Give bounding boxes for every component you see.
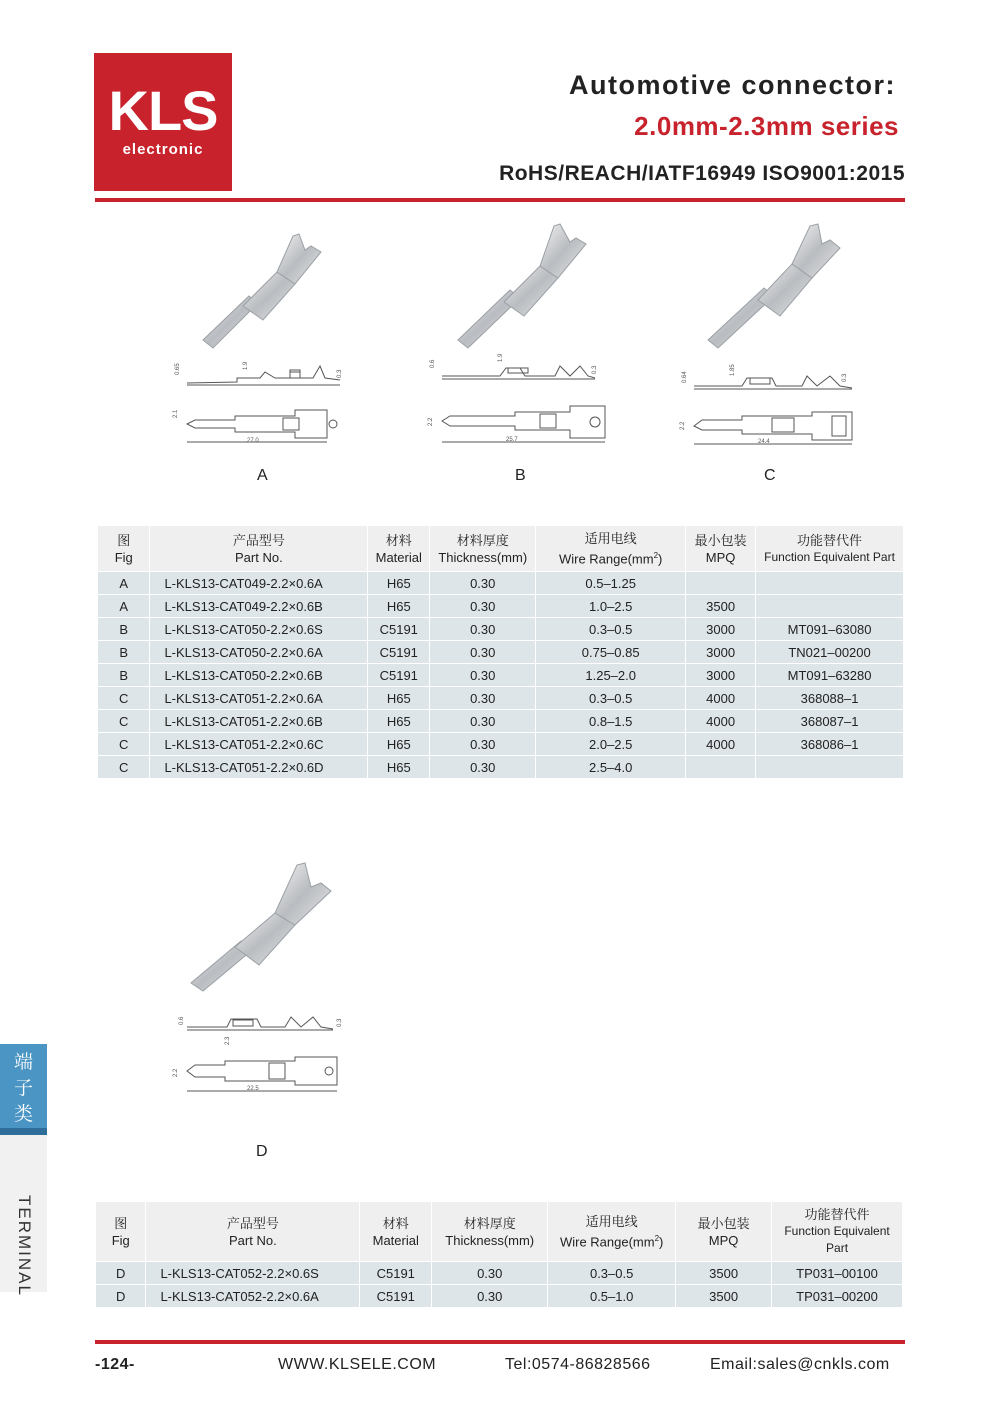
header-material: 材料 Material — [368, 526, 430, 572]
spec-table-2 — [96, 1202, 903, 1307]
cell-part: L-KLS13-CAT050-2.2×0.6B — [150, 664, 368, 687]
cell-wire: 1.25–2.0 — [536, 664, 686, 687]
cell-part: L-KLS13-CAT051-2.2×0.6B — [150, 710, 368, 733]
header-thickness: 材料厚度 Thickness(mm) — [432, 1202, 548, 1262]
logo-subtext: electronic — [122, 141, 204, 158]
cell-material: H65 — [368, 733, 430, 756]
cell-mpq — [686, 572, 756, 595]
dim-length-a: 27.0 — [247, 438, 259, 444]
figure-label-b: B — [515, 467, 526, 484]
table-row — [98, 595, 904, 618]
header-part: 产品型号 Part No. — [150, 526, 368, 572]
dim-thick-a: 0.65 — [175, 363, 181, 375]
table-row — [98, 618, 904, 641]
dim-width-b: 2.2 — [428, 417, 434, 426]
cell-part: L-KLS13-CAT051-2.2×0.6A — [150, 687, 368, 710]
dim-length-d: 22.5 — [247, 1086, 259, 1092]
side-tab-cn-label: 端 子 类 — [13, 1052, 33, 1125]
cell-thickness: 0.30 — [430, 641, 536, 664]
table-row — [96, 1285, 903, 1308]
terminal-photo-a — [203, 234, 321, 348]
figure-label-c: C — [764, 467, 776, 484]
cell-part: L-KLS13-CAT050-2.2×0.6A — [150, 641, 368, 664]
dim-height-b: 1.9 — [498, 353, 504, 362]
header-equivalent: 功能替代件 Function Equivalent Part — [772, 1202, 903, 1262]
cell-mpq: 3500 — [686, 595, 756, 618]
dim-thick-c: 0.64 — [682, 371, 688, 383]
certifications: RoHS/REACH/IATF16949 ISO9001:2015 — [499, 162, 905, 185]
dim-thick-b: 0.6 — [430, 359, 436, 368]
side-tab-terminal[interactable] — [0, 1135, 47, 1297]
header-divider — [95, 198, 905, 202]
top-view-a — [187, 410, 337, 442]
cell-mpq: 3000 — [686, 664, 756, 687]
table-row — [98, 687, 904, 710]
cell-equiv: MT091–63080 — [756, 618, 904, 641]
cell-fig: B — [98, 641, 150, 664]
figure-d — [165, 855, 365, 1105]
figure-b — [420, 218, 620, 463]
header-mpq: 最小包装 MPQ — [686, 526, 756, 572]
cell-mpq: 3000 — [686, 641, 756, 664]
cell-part: L-KLS13-CAT049-2.2×0.6A — [150, 572, 368, 595]
spec-table-1 — [98, 526, 904, 778]
table-row — [96, 1262, 903, 1285]
table-header-row — [98, 526, 904, 572]
cell-thickness: 0.30 — [430, 710, 536, 733]
dim-side-b: 0.3 — [592, 365, 598, 374]
cell-wire: 2.5–4.0 — [536, 756, 686, 779]
figure-label-d: D — [256, 1143, 268, 1160]
side-tab-en-label: TERMINAL — [15, 1195, 34, 1297]
cell-part: L-KLS13-CAT052-2.2×0.6S — [146, 1262, 360, 1285]
logo-text: KLS — [108, 79, 218, 142]
figure-a — [165, 220, 365, 460]
cell-equiv — [756, 756, 904, 779]
table-row — [98, 733, 904, 756]
cell-wire: 1.0–2.5 — [536, 595, 686, 618]
cell-mpq: 3500 — [676, 1285, 772, 1308]
cell-mpq — [686, 756, 756, 779]
table-row — [98, 572, 904, 595]
cell-wire: 0.8–1.5 — [536, 710, 686, 733]
terminal-photo-c — [708, 224, 840, 348]
cell-material: H65 — [368, 687, 430, 710]
cell-material: H65 — [368, 572, 430, 595]
side-view-c — [694, 376, 852, 389]
cell-equiv: TP031–00100 — [772, 1262, 903, 1285]
top-view-d — [187, 1057, 337, 1091]
cell-thickness: 0.30 — [430, 664, 536, 687]
cell-part: L-KLS13-CAT051-2.2×0.6C — [150, 733, 368, 756]
cell-thickness: 0.30 — [430, 733, 536, 756]
side-view-b — [442, 366, 595, 379]
table-row — [98, 641, 904, 664]
footer-email[interactable]: Email:sales@cnkls.com — [710, 1356, 890, 1373]
cell-mpq: 3500 — [676, 1262, 772, 1285]
cell-thickness: 0.30 — [430, 595, 536, 618]
cell-mpq: 4000 — [686, 710, 756, 733]
cell-fig: C — [98, 687, 150, 710]
table-row — [98, 756, 904, 779]
side-tab-category[interactable] — [0, 1044, 47, 1132]
top-view-b — [442, 406, 605, 442]
footer-website[interactable]: WWW.KLSELE.COM — [278, 1356, 437, 1373]
cell-thickness: 0.30 — [432, 1262, 548, 1285]
cell-fig: C — [98, 710, 150, 733]
dim-height-d: 2.3 — [225, 1036, 231, 1045]
cell-wire: 0.3–0.5 — [536, 618, 686, 641]
dim-width-a: 2.1 — [173, 409, 179, 418]
cell-mpq: 3000 — [686, 618, 756, 641]
terminal-d-drawing — [165, 855, 365, 1105]
cell-fig: B — [98, 618, 150, 641]
dim-width-c: 2.2 — [680, 421, 686, 430]
figure-c — [672, 218, 872, 463]
dim-length-c: 24.4 — [758, 439, 770, 445]
cell-material: C5191 — [368, 641, 430, 664]
cell-thickness: 0.30 — [430, 687, 536, 710]
footer-divider — [95, 1340, 905, 1344]
header-thickness: 材料厚度 Thickness(mm) — [430, 526, 536, 572]
cell-fig: C — [98, 733, 150, 756]
cell-fig: D — [96, 1262, 146, 1285]
side-view-d — [187, 1017, 333, 1030]
header-fig: 图 Fig — [96, 1202, 146, 1262]
cell-material: C5191 — [368, 618, 430, 641]
cell-equiv — [756, 595, 904, 618]
cell-material: H65 — [368, 710, 430, 733]
cell-material: H65 — [368, 595, 430, 618]
cell-material: C5191 — [360, 1262, 432, 1285]
terminal-c-drawing — [672, 218, 872, 463]
terminal-a-drawing — [165, 220, 365, 460]
cell-equiv: 368088–1 — [756, 687, 904, 710]
side-view-a — [187, 366, 340, 385]
page-subtitle: 2.0mm-2.3mm series — [634, 111, 899, 141]
dim-height-a: 1.9 — [243, 361, 249, 370]
cell-equiv: TN021–00200 — [756, 641, 904, 664]
cell-fig: B — [98, 664, 150, 687]
table-row — [98, 710, 904, 733]
cell-fig: A — [98, 595, 150, 618]
cell-thickness: 0.30 — [430, 618, 536, 641]
table-header-row — [96, 1202, 903, 1262]
cell-material: C5191 — [360, 1285, 432, 1308]
dim-height-c: 1.85 — [730, 364, 736, 376]
table-row — [98, 664, 904, 687]
dim-thick-d: 0.6 — [179, 1016, 185, 1025]
cell-mpq: 4000 — [686, 687, 756, 710]
cell-part: L-KLS13-CAT050-2.2×0.6S — [150, 618, 368, 641]
figure-label-a: A — [257, 467, 268, 484]
cell-mpq: 4000 — [686, 733, 756, 756]
dim-side-a: 0.3 — [337, 369, 343, 378]
cell-wire: 0.3–0.5 — [536, 687, 686, 710]
dim-length-b: 25.7 — [506, 437, 518, 443]
cell-part: L-KLS13-CAT049-2.2×0.6B — [150, 595, 368, 618]
cell-thickness: 0.30 — [430, 572, 536, 595]
dim-side-d: 0.3 — [337, 1018, 343, 1027]
page-title: Automotive connector: — [568, 70, 896, 100]
header-wire-range: 适用电线 Wire $Range(mm^2)$ — [536, 526, 686, 572]
dim-width-d: 2.2 — [173, 1068, 179, 1077]
cell-equiv — [756, 572, 904, 595]
cell-part: L-KLS13-CAT052-2.2×0.6A — [146, 1285, 360, 1308]
cell-equiv: 368087–1 — [756, 710, 904, 733]
cell-wire: 0.5–1.25 — [536, 572, 686, 595]
cell-wire: 0.3–0.5 — [548, 1262, 676, 1285]
cell-part: L-KLS13-CAT051-2.2×0.6D — [150, 756, 368, 779]
header-wire-range: 适用电线 Wire $Range(mm^2)$ — [548, 1202, 676, 1262]
header-part: 产品型号 Part No. — [146, 1202, 360, 1262]
terminal-photo-b — [458, 224, 586, 348]
dim-side-c: 0.3 — [842, 373, 848, 382]
header-material: 材料 Material — [360, 1202, 432, 1262]
cell-wire: 0.75–0.85 — [536, 641, 686, 664]
terminal-photo-d — [191, 863, 331, 991]
side-tab-divider — [0, 1128, 47, 1135]
cell-equiv: TP031–00200 — [772, 1285, 903, 1308]
cell-equiv: MT091–63280 — [756, 664, 904, 687]
cell-equiv: 368086–1 — [756, 733, 904, 756]
header-mpq: 最小包装 MPQ — [676, 1202, 772, 1262]
cell-wire: 2.0–2.5 — [536, 733, 686, 756]
cell-material: C5191 — [368, 664, 430, 687]
cell-material: H65 — [368, 756, 430, 779]
cell-wire: 0.5–1.0 — [548, 1285, 676, 1308]
footer-tel: Tel:0574-86828566 — [505, 1356, 651, 1373]
cell-fig: C — [98, 756, 150, 779]
page-number: -124- — [95, 1356, 135, 1373]
header-equivalent: 功能替代件 Function Equivalent Part — [756, 526, 904, 572]
header-fig: 图 Fig — [98, 526, 150, 572]
terminal-b-drawing — [420, 218, 620, 463]
cell-fig: A — [98, 572, 150, 595]
cell-thickness: 0.30 — [432, 1285, 548, 1308]
kls-logo — [94, 53, 232, 191]
cell-thickness: 0.30 — [430, 756, 536, 779]
cell-fig: D — [96, 1285, 146, 1308]
top-view-c — [694, 412, 852, 444]
